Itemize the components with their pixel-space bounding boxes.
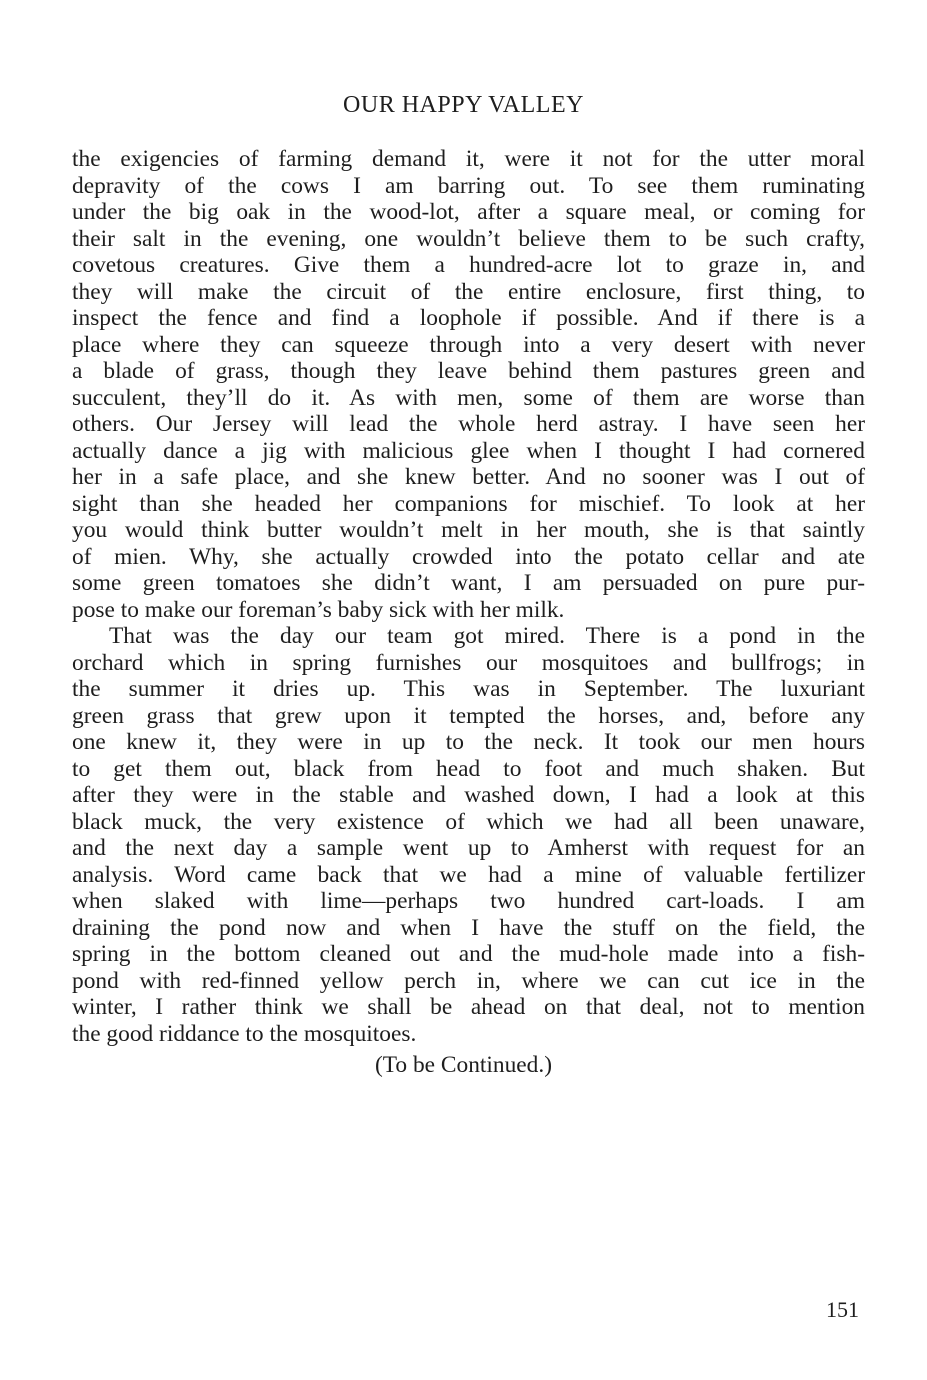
continued-note: (To be Continued.) (374, 1052, 552, 1078)
text-line: to get them out, black from head to foot and much shaken. But (72, 755, 865, 782)
text-line: sight than she headed her companions for mischief. To look at her (72, 490, 865, 517)
text-line: and the next day a sample went up to Amherst with request for an (72, 835, 865, 861)
text-line: a blade of grass, though they leave behind them pastures green and (72, 358, 865, 384)
page-number: 151 (826, 1297, 859, 1322)
text-line: when slaked with lime—perhaps two hundred cart-loads. I am (72, 888, 865, 914)
text-line: depravity of the cows I am barring out. To see them ruminating (72, 172, 865, 199)
text-line: actually dance a jig with malicious glee when I thought I had cornered (72, 437, 865, 464)
text-line: they will make the circuit of the entire enclosure, first thing, to (72, 278, 865, 305)
text-line: her in a safe place, and she knew better. And no sooner was I out of (72, 464, 865, 490)
text-line: spring in the bottom cleaned out and the mud-hole made into a fish- (72, 941, 865, 967)
text-line: winter, I rather think we shall be ahead on that deal, not to mention (72, 994, 865, 1020)
text-line: inspect the fence and find a loophole if possible. And if there is a (72, 305, 865, 331)
text-line: under the big oak in the wood-lot, after a square meal, or coming for (72, 199, 865, 225)
paragraph-1 (72, 146, 865, 623)
text-line: green grass that grew upon it tempted the horses, and, before any (72, 702, 865, 729)
text-line: analysis. Word came back that we had a mine of valuable fertilizer (72, 861, 865, 888)
text-line: you would think butter wouldn’t melt in her mouth, she is that saintly (72, 517, 865, 543)
running-head-title: OUR HAPPY VALLEY (343, 92, 584, 118)
paragraph-2 (72, 623, 865, 1047)
text-line: some green tomatoes she didn’t want, I am persuaded on pure pur- (72, 570, 865, 596)
text-line: pose to make our foreman’s baby sick with her milk. (72, 596, 565, 623)
article-body (72, 146, 865, 1047)
text-line: the summer it dries up. This was in September. The luxuriant (72, 676, 865, 702)
text-line: black muck, the very existence of which we had all been unaware, (72, 808, 865, 835)
text-line: orchard which in spring furnishes our mosquitoes and bullfrogs; in (72, 649, 865, 676)
text-line: others. Our Jersey will lead the whole herd astray. I have seen her (72, 411, 865, 437)
text-line: the good riddance to the mosquitoes. (72, 1020, 417, 1047)
text-line: one knew it, they were in up to the neck. It took our men hours (72, 729, 865, 755)
text-line: their salt in the evening, one wouldn’t believe them to be such crafty, (72, 225, 865, 252)
text-line: covetous creatures. Give them a hundred-acre lot to graze in, and (72, 252, 865, 278)
text-line: after they were in the stable and washed down, I had a look at this (72, 782, 865, 808)
text-line: draining the pond now and when I have the stuff on the field, the (72, 914, 865, 941)
text-line: succulent, they’ll do it. As with men, some of them are worse than (72, 384, 865, 411)
text-line: the exigencies of farming demand it, were it not for the utter moral (72, 146, 865, 172)
text-line: place where they can squeeze through into a very desert with never (72, 331, 865, 358)
text-line: of mien. Why, she actually crowded into the potato cellar and ate (72, 543, 865, 570)
text-line: That was the day our team got mired. There is a pond in the (109, 623, 865, 649)
text-line: pond with red-finned yellow perch in, where we can cut ice in the (72, 967, 865, 994)
